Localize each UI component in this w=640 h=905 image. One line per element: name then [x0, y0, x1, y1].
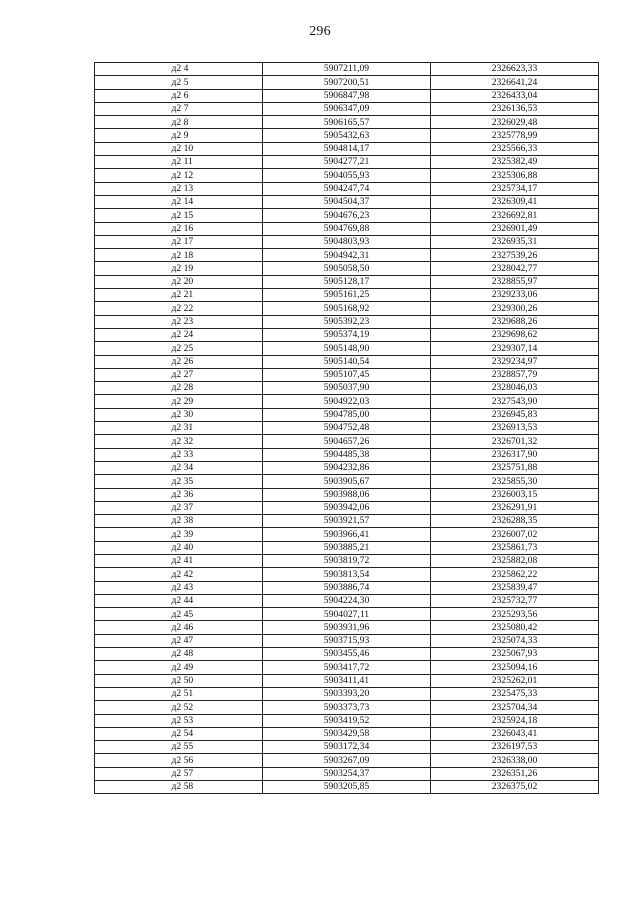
y-coordinate-cell: 2326935,31 [431, 235, 599, 248]
point-name: д2 42 [171, 568, 194, 580]
y-coordinate-cell: 2326043,41 [431, 727, 599, 740]
point-name-cell [95, 714, 263, 727]
point-name-cell [95, 289, 263, 302]
point-name-cell [95, 634, 263, 647]
x-coordinate-cell: 5903886,74 [263, 581, 431, 594]
point-name-cell [95, 581, 263, 594]
y-coordinate-cell: 2325074,33 [431, 634, 599, 647]
point-name-cell [95, 209, 263, 222]
y-coordinate-cell: 2329688,26 [431, 315, 599, 328]
x-coordinate-cell: 5904942,31 [263, 249, 431, 262]
point-name: д2 11 [171, 156, 193, 168]
point-name: д2 7 [171, 103, 189, 115]
point-name-cell [95, 315, 263, 328]
x-coordinate-cell: 5904485,38 [263, 448, 431, 461]
table-row [95, 501, 599, 514]
table-row [95, 262, 599, 275]
point-name-cell [95, 328, 263, 341]
point-name: д2 6 [171, 89, 189, 101]
x-coordinate-cell: 5903267,09 [263, 754, 431, 767]
table-row [95, 568, 599, 581]
x-coordinate-cell: 5903455,46 [263, 648, 431, 661]
table-row [95, 76, 599, 89]
point-name-cell [95, 608, 263, 621]
x-coordinate-cell: 5903429,58 [263, 727, 431, 740]
table-row [95, 621, 599, 634]
x-coordinate-cell: 5904785,00 [263, 408, 431, 421]
point-name: д2 54 [171, 728, 194, 740]
x-coordinate-cell: 5904232,86 [263, 461, 431, 474]
point-name: д2 8 [171, 116, 189, 128]
point-name-cell [95, 222, 263, 235]
table-row [95, 422, 599, 435]
y-coordinate-cell: 2326317,90 [431, 448, 599, 461]
table-row [95, 209, 599, 222]
y-coordinate-cell: 2325262,01 [431, 674, 599, 687]
y-coordinate-cell: 2325067,93 [431, 648, 599, 661]
y-coordinate-cell: 2325475,33 [431, 687, 599, 700]
point-name: д2 27 [171, 369, 194, 381]
y-coordinate-cell: 2325704,34 [431, 701, 599, 714]
table-row [95, 541, 599, 554]
point-name-cell [95, 76, 263, 89]
x-coordinate-cell: 5903905,67 [263, 475, 431, 488]
y-coordinate-cell: 2326433,04 [431, 89, 599, 102]
point-name-cell [95, 249, 263, 262]
point-name: д2 18 [171, 249, 194, 261]
table-row [95, 289, 599, 302]
x-coordinate-cell: 5905140,54 [263, 355, 431, 368]
x-coordinate-cell: 5903885,21 [263, 541, 431, 554]
y-coordinate-cell: 2326913,53 [431, 422, 599, 435]
x-coordinate-cell: 5905374,19 [263, 328, 431, 341]
point-name: д2 29 [171, 395, 194, 407]
y-coordinate-cell: 2325862,22 [431, 568, 599, 581]
table-row [95, 235, 599, 248]
point-name: д2 51 [171, 688, 194, 700]
x-coordinate-cell: 5904803,93 [263, 235, 431, 248]
point-name: д2 35 [171, 475, 194, 487]
point-name: д2 45 [171, 608, 194, 620]
point-name-cell [95, 594, 263, 607]
y-coordinate-cell: 2326291,91 [431, 501, 599, 514]
point-name: д2 56 [171, 754, 194, 766]
point-name-cell [95, 687, 263, 700]
x-coordinate-cell: 5904657,26 [263, 435, 431, 448]
page-number: 296 [309, 24, 331, 39]
y-coordinate-cell: 2325732,77 [431, 594, 599, 607]
table-row [95, 382, 599, 395]
y-coordinate-cell: 2326351,26 [431, 767, 599, 780]
point-name-cell [95, 382, 263, 395]
y-coordinate-cell: 2329698,62 [431, 328, 599, 341]
point-name-cell [95, 395, 263, 408]
point-name: д2 40 [171, 542, 194, 554]
point-name: д2 36 [171, 488, 194, 500]
y-coordinate-cell: 2325924,18 [431, 714, 599, 727]
point-name-cell [95, 501, 263, 514]
y-coordinate-cell: 2325839,47 [431, 581, 599, 594]
table-row [95, 727, 599, 740]
y-coordinate-cell: 2325293,56 [431, 608, 599, 621]
table-row [95, 222, 599, 235]
y-coordinate-cell: 2325861,73 [431, 541, 599, 554]
table-row [95, 634, 599, 647]
table-row [95, 355, 599, 368]
table-row [95, 608, 599, 621]
point-name-cell [95, 727, 263, 740]
x-coordinate-cell: 5903966,41 [263, 528, 431, 541]
table-row [95, 594, 599, 607]
y-coordinate-cell: 2325734,17 [431, 182, 599, 195]
table-row [95, 328, 599, 341]
table-row [95, 687, 599, 700]
y-coordinate-cell: 2325306,88 [431, 169, 599, 182]
point-name: д2 39 [171, 528, 194, 540]
table-row [95, 195, 599, 208]
x-coordinate-cell: 5904224,30 [263, 594, 431, 607]
y-coordinate-cell: 2326288,35 [431, 515, 599, 528]
x-coordinate-cell: 5903942,06 [263, 501, 431, 514]
point-name-cell [95, 262, 263, 275]
table-row [95, 528, 599, 541]
point-name-cell [95, 408, 263, 421]
y-coordinate-cell: 2329300,26 [431, 302, 599, 315]
point-name: д2 24 [171, 329, 194, 341]
x-coordinate-cell: 5903931,96 [263, 621, 431, 634]
point-name: д2 20 [171, 276, 194, 288]
y-coordinate-cell: 2326901,49 [431, 222, 599, 235]
x-coordinate-cell: 5904814,17 [263, 142, 431, 155]
x-coordinate-cell: 5903172,34 [263, 741, 431, 754]
point-name-cell [95, 422, 263, 435]
point-name: д2 33 [171, 448, 194, 460]
point-name-cell [95, 648, 263, 661]
x-coordinate-cell: 5903393,20 [263, 687, 431, 700]
table-row [95, 368, 599, 381]
point-name-cell [95, 302, 263, 315]
table-row [95, 302, 599, 315]
table-row [95, 182, 599, 195]
y-coordinate-cell: 2327539,26 [431, 249, 599, 262]
point-name: д2 55 [171, 741, 194, 753]
point-name: д2 13 [171, 183, 194, 195]
point-name-cell [95, 235, 263, 248]
point-name: д2 21 [171, 289, 194, 301]
table-row [95, 142, 599, 155]
point-name-cell [95, 89, 263, 102]
y-coordinate-cell: 2326692,81 [431, 209, 599, 222]
y-coordinate-cell: 2329233,06 [431, 289, 599, 302]
point-name: д2 52 [171, 701, 194, 713]
x-coordinate-cell: 5903205,85 [263, 781, 431, 794]
point-name-cell [95, 701, 263, 714]
point-name-cell [95, 102, 263, 115]
point-name: д2 15 [171, 209, 194, 221]
x-coordinate-cell: 5905168,92 [263, 302, 431, 315]
point-name: д2 49 [171, 661, 194, 673]
table-row [95, 515, 599, 528]
table-row [95, 315, 599, 328]
point-name: д2 47 [171, 635, 194, 647]
x-coordinate-cell: 5903819,72 [263, 554, 431, 567]
table-row [95, 714, 599, 727]
x-coordinate-cell: 5905161,25 [263, 289, 431, 302]
point-name: д2 17 [171, 236, 194, 248]
x-coordinate-cell: 5904752,48 [263, 422, 431, 435]
x-coordinate-cell: 5907211,09 [263, 63, 431, 76]
x-coordinate-cell: 5903411,41 [263, 674, 431, 687]
table-row [95, 674, 599, 687]
table-row [95, 475, 599, 488]
point-name-cell [95, 621, 263, 634]
point-name: д2 41 [171, 555, 194, 567]
point-name-cell [95, 435, 263, 448]
table-row [95, 275, 599, 288]
table-row [95, 741, 599, 754]
x-coordinate-cell: 5903373,73 [263, 701, 431, 714]
y-coordinate-cell: 2325080,42 [431, 621, 599, 634]
x-coordinate-cell: 5905148,90 [263, 342, 431, 355]
x-coordinate-cell: 5905037,90 [263, 382, 431, 395]
table-row [95, 156, 599, 169]
point-name-cell [95, 116, 263, 129]
point-name: д2 9 [171, 129, 189, 141]
point-name: д2 16 [171, 222, 194, 234]
table-row [95, 581, 599, 594]
y-coordinate-cell: 2328857,79 [431, 368, 599, 381]
x-coordinate-cell: 5904277,21 [263, 156, 431, 169]
x-coordinate-cell: 5905058,50 [263, 262, 431, 275]
coordinates-table [94, 62, 599, 794]
y-coordinate-cell: 2326641,24 [431, 76, 599, 89]
x-coordinate-cell: 5904055,93 [263, 169, 431, 182]
x-coordinate-cell: 5903417,72 [263, 661, 431, 674]
point-name: д2 32 [171, 435, 194, 447]
table-row [95, 116, 599, 129]
x-coordinate-cell: 5903419,52 [263, 714, 431, 727]
x-coordinate-cell: 5903254,37 [263, 767, 431, 780]
x-coordinate-cell: 5903813,54 [263, 568, 431, 581]
point-name-cell [95, 142, 263, 155]
point-name-cell [95, 342, 263, 355]
x-coordinate-cell: 5905432,63 [263, 129, 431, 142]
point-name: д2 25 [171, 342, 194, 354]
point-name-cell [95, 368, 263, 381]
y-coordinate-cell: 2325566,33 [431, 142, 599, 155]
x-coordinate-cell: 5906165,57 [263, 116, 431, 129]
table-row [95, 554, 599, 567]
point-name: д2 48 [171, 648, 194, 660]
point-name: д2 28 [171, 382, 194, 394]
y-coordinate-cell: 2326309,41 [431, 195, 599, 208]
y-coordinate-cell: 2326007,02 [431, 528, 599, 541]
y-coordinate-cell: 2326136,53 [431, 102, 599, 115]
point-name-cell [95, 475, 263, 488]
point-name: д2 37 [171, 502, 194, 514]
y-coordinate-cell: 2326701,32 [431, 435, 599, 448]
point-name: д2 38 [171, 515, 194, 527]
point-name-cell [95, 528, 263, 541]
point-name-cell [95, 448, 263, 461]
x-coordinate-cell: 5903921,57 [263, 515, 431, 528]
x-coordinate-cell: 5906847,98 [263, 89, 431, 102]
x-coordinate-cell: 5905128,17 [263, 275, 431, 288]
y-coordinate-cell: 2325882,08 [431, 554, 599, 567]
point-name: д2 34 [171, 462, 194, 474]
point-name-cell [95, 275, 263, 288]
y-coordinate-cell: 2325778,99 [431, 129, 599, 142]
table-row [95, 89, 599, 102]
table-row [95, 648, 599, 661]
table-row [95, 169, 599, 182]
point-name: д2 57 [171, 768, 194, 780]
y-coordinate-cell: 2328042,77 [431, 262, 599, 275]
y-coordinate-cell: 2328046,03 [431, 382, 599, 395]
point-name-cell [95, 355, 263, 368]
point-name-cell [95, 63, 263, 76]
y-coordinate-cell: 2329307,14 [431, 342, 599, 355]
point-name-cell [95, 554, 263, 567]
table-row [95, 435, 599, 448]
point-name: д2 10 [171, 143, 194, 155]
table-row [95, 661, 599, 674]
point-name-cell [95, 195, 263, 208]
x-coordinate-cell: 5904247,74 [263, 182, 431, 195]
table-row [95, 488, 599, 501]
table-row [95, 408, 599, 421]
point-name: д2 30 [171, 409, 194, 421]
y-coordinate-cell: 2325855,30 [431, 475, 599, 488]
point-name-cell [95, 781, 263, 794]
point-name: д2 26 [171, 355, 194, 367]
y-coordinate-cell: 2326375,02 [431, 781, 599, 794]
y-coordinate-cell: 2329234,97 [431, 355, 599, 368]
x-coordinate-cell: 5903715,93 [263, 634, 431, 647]
point-name: д2 22 [171, 302, 194, 314]
x-coordinate-cell: 5907200,51 [263, 76, 431, 89]
point-name-cell [95, 741, 263, 754]
point-name-cell [95, 129, 263, 142]
y-coordinate-cell: 2326623,33 [431, 63, 599, 76]
point-name: д2 5 [171, 76, 189, 88]
point-name: д2 14 [171, 196, 194, 208]
point-name: д2 4 [171, 63, 189, 75]
point-name: д2 53 [171, 714, 194, 726]
x-coordinate-cell: 5905392,23 [263, 315, 431, 328]
y-coordinate-cell: 2325751,88 [431, 461, 599, 474]
table-row [95, 249, 599, 262]
point-name-cell [95, 461, 263, 474]
point-name-cell [95, 156, 263, 169]
table-row [95, 63, 599, 76]
table-row [95, 767, 599, 780]
point-name: д2 43 [171, 581, 194, 593]
y-coordinate-cell: 2326003,15 [431, 488, 599, 501]
y-coordinate-cell: 2325382,49 [431, 156, 599, 169]
point-name-cell [95, 182, 263, 195]
coordinates-table-body [95, 63, 599, 794]
x-coordinate-cell: 5904769,88 [263, 222, 431, 235]
point-name-cell [95, 488, 263, 501]
y-coordinate-cell: 2328855,97 [431, 275, 599, 288]
x-coordinate-cell: 5904504,37 [263, 195, 431, 208]
y-coordinate-cell: 2326197,53 [431, 741, 599, 754]
y-coordinate-cell: 2325094,16 [431, 661, 599, 674]
point-name: д2 44 [171, 595, 194, 607]
x-coordinate-cell: 5904922,03 [263, 395, 431, 408]
x-coordinate-cell: 5906347,09 [263, 102, 431, 115]
point-name: д2 46 [171, 621, 194, 633]
y-coordinate-cell: 2326945,83 [431, 408, 599, 421]
x-coordinate-cell: 5904676,23 [263, 209, 431, 222]
x-coordinate-cell: 5904027,11 [263, 608, 431, 621]
point-name-cell [95, 169, 263, 182]
point-name: д2 50 [171, 675, 194, 686]
point-name-cell [95, 661, 263, 674]
table-row [95, 461, 599, 474]
table-row [95, 395, 599, 408]
y-coordinate-cell: 2326029,48 [431, 116, 599, 129]
point-name-cell [95, 541, 263, 554]
y-coordinate-cell: 2326338,00 [431, 754, 599, 767]
point-name: д2 12 [171, 169, 194, 181]
table-row [95, 781, 599, 794]
table-row [95, 102, 599, 115]
table-row [95, 754, 599, 767]
point-name: д2 19 [171, 262, 194, 274]
point-name-cell [95, 674, 263, 687]
point-name-cell [95, 515, 263, 528]
table-row [95, 448, 599, 461]
point-name-cell [95, 754, 263, 767]
table-row [95, 342, 599, 355]
table-row [95, 701, 599, 714]
point-name: д2 31 [171, 422, 194, 434]
point-name: д2 23 [171, 315, 194, 327]
point-name-cell [95, 767, 263, 780]
point-name-cell [95, 568, 263, 581]
x-coordinate-cell: 5903988,06 [263, 488, 431, 501]
y-coordinate-cell: 2327543,90 [431, 395, 599, 408]
x-coordinate-cell: 5905107,45 [263, 368, 431, 381]
table-row [95, 129, 599, 142]
point-name: д2 58 [171, 781, 194, 793]
